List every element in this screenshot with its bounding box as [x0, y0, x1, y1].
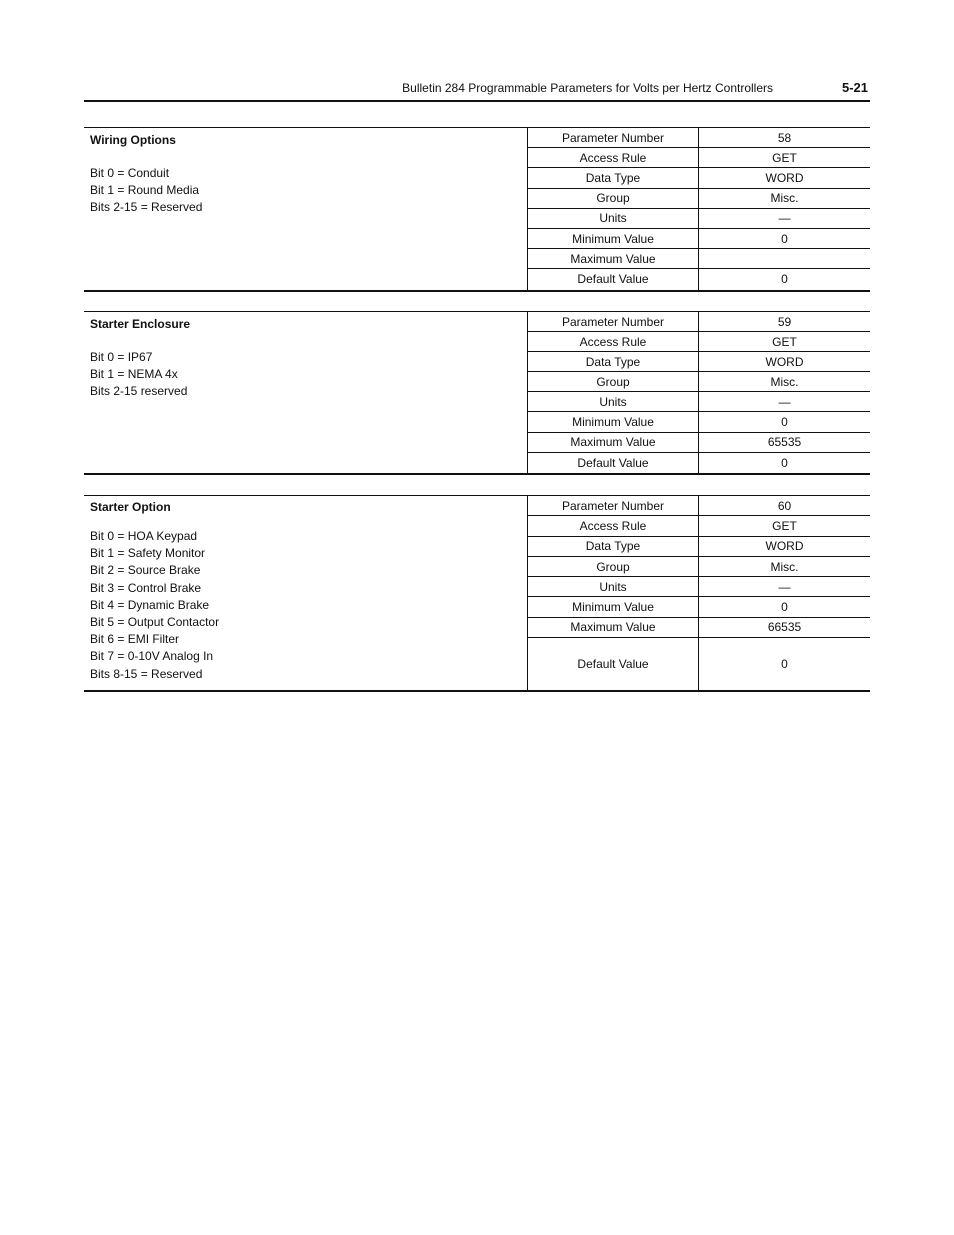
prop-row	[528, 168, 870, 188]
prop-row	[528, 189, 870, 209]
prop-label: Parameter Number	[528, 496, 699, 515]
prop-row	[528, 412, 870, 432]
prop-row	[528, 557, 870, 577]
prop-label: Default Value	[528, 638, 699, 690]
param-desc-line: Bit 3 = Control Brake	[90, 580, 202, 595]
prop-value: —	[778, 211, 791, 226]
prop-row	[528, 372, 870, 392]
prop-row	[528, 597, 870, 617]
prop-value: 0	[781, 272, 788, 287]
prop-row	[528, 618, 870, 638]
prop-value: WORD	[765, 539, 804, 554]
prop-value: 60	[777, 498, 792, 513]
prop-label: Maximum Value	[528, 249, 699, 268]
param-desc-line: Bit 6 = EMI Filter	[90, 632, 180, 647]
param-desc-line: Bit 5 = Output Contactor	[90, 615, 220, 630]
param-desc-line: Bit 7 = 0-10V Analog In	[90, 649, 214, 664]
param-description	[84, 496, 528, 690]
param-block-starter-option	[84, 495, 870, 692]
prop-row	[528, 209, 870, 229]
prop-value: —	[778, 579, 791, 594]
prop-row	[528, 269, 870, 289]
param-desc-line: Bit 0 = Conduit	[90, 166, 170, 180]
prop-label: Parameter Number	[528, 128, 699, 147]
param-desc-line: Bits 8-15 = Reserved	[90, 666, 203, 681]
prop-label: Data Type	[528, 352, 699, 371]
prop-row	[528, 453, 870, 473]
prop-label: Access Rule	[528, 332, 699, 351]
param-desc-line: Bits 2-15 = Reserved	[90, 200, 203, 215]
param-properties-table	[528, 496, 870, 690]
prop-row	[528, 433, 870, 453]
prop-value: 0	[781, 415, 788, 430]
param-desc-line: Bits 2-15 reserved	[90, 384, 188, 399]
prop-row	[528, 537, 870, 557]
prop-value: GET	[772, 518, 797, 533]
param-title: Wiring Options	[90, 133, 176, 147]
prop-value: 0	[781, 657, 788, 672]
prop-value: 0	[781, 455, 788, 470]
prop-label: Default Value	[528, 453, 699, 473]
param-properties-table	[528, 128, 870, 290]
prop-value: 65535	[767, 435, 802, 450]
param-desc-line: Bit 1 = Safety Monitor	[90, 546, 206, 561]
param-desc-line: Bit 0 = IP67	[90, 350, 153, 364]
prop-value: Misc.	[770, 374, 799, 389]
prop-label: Units	[528, 392, 699, 411]
prop-label: Data Type	[528, 537, 699, 556]
prop-label: Group	[528, 557, 699, 576]
prop-label: Group	[528, 372, 699, 391]
param-description	[84, 312, 528, 473]
prop-row	[528, 128, 870, 148]
prop-value: 66535	[767, 620, 802, 635]
param-block-starter-enclosure	[84, 311, 870, 475]
prop-label: Data Type	[528, 168, 699, 187]
prop-label: Minimum Value	[528, 412, 699, 431]
prop-value: Misc.	[770, 559, 799, 574]
prop-value: 59	[777, 314, 792, 329]
prop-row	[528, 229, 870, 249]
prop-label: Access Rule	[528, 148, 699, 167]
param-title: Starter Enclosure	[90, 317, 191, 331]
prop-row	[528, 148, 870, 168]
param-desc-line: Bit 1 = NEMA 4x	[90, 367, 178, 382]
prop-value	[699, 249, 870, 268]
prop-row	[528, 577, 870, 597]
prop-label: Maximum Value	[528, 433, 699, 452]
prop-row	[528, 249, 870, 269]
prop-value: GET	[772, 150, 797, 165]
param-desc-line: Bit 4 = Dynamic Brake	[90, 597, 210, 612]
prop-label: Minimum Value	[528, 229, 699, 248]
prop-label: Access Rule	[528, 516, 699, 535]
prop-value: WORD	[765, 354, 804, 369]
prop-value: 0	[781, 231, 788, 246]
param-properties-table	[528, 312, 870, 473]
prop-label: Default Value	[528, 269, 699, 289]
prop-row	[528, 496, 870, 516]
prop-label: Parameter Number	[528, 312, 699, 331]
prop-value: —	[778, 394, 791, 409]
prop-value: 0	[781, 600, 788, 615]
prop-row	[528, 332, 870, 352]
prop-row	[528, 516, 870, 536]
param-desc-line: Bit 2 = Source Brake	[90, 563, 201, 578]
prop-row	[528, 352, 870, 372]
prop-label: Group	[528, 189, 699, 208]
param-desc-line: Bit 1 = Round Media	[90, 183, 200, 198]
param-title: Starter Option	[90, 500, 171, 514]
prop-row	[528, 312, 870, 332]
prop-label: Units	[528, 577, 699, 596]
prop-value: Misc.	[770, 191, 799, 206]
prop-row	[528, 392, 870, 412]
prop-label: Maximum Value	[528, 618, 699, 637]
prop-label: Minimum Value	[528, 597, 699, 616]
prop-label: Units	[528, 209, 699, 228]
prop-value: WORD	[765, 170, 804, 185]
param-description	[84, 128, 528, 290]
prop-value: 58	[777, 130, 792, 145]
prop-value: GET	[772, 334, 797, 349]
page-number: 5-21	[841, 80, 868, 95]
prop-row	[528, 638, 870, 690]
header-title: Bulletin 284 Programmable Parameters for Volts per Hertz Controllers	[402, 81, 773, 95]
page-header	[84, 78, 870, 102]
param-desc-line: Bit 0 = HOA Keypad	[90, 529, 198, 543]
param-block-wiring-options	[84, 127, 870, 292]
